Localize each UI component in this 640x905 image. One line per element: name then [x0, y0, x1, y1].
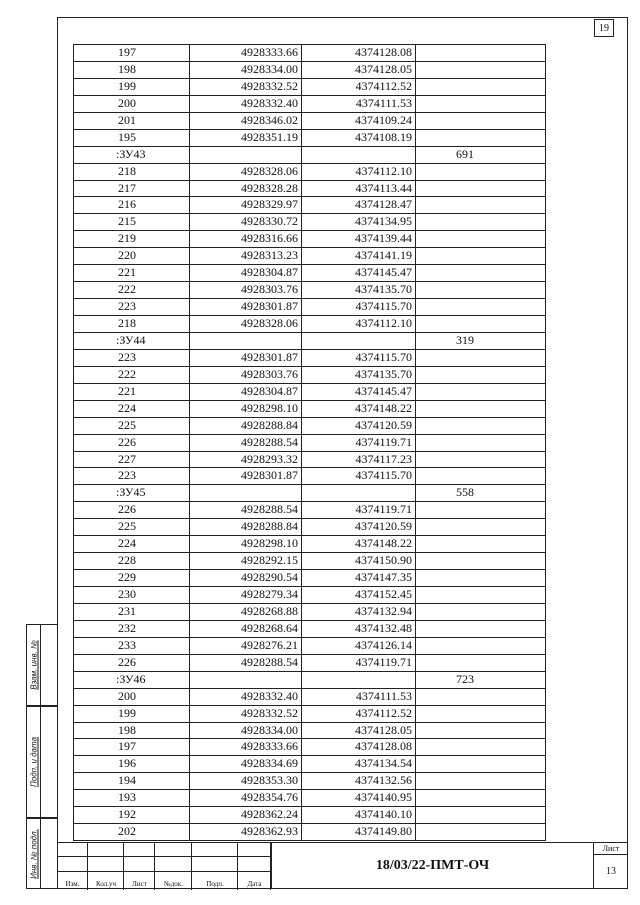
point-number: 202 — [74, 824, 190, 841]
coordinate-x: 4928279.34 — [190, 587, 302, 604]
side-field-inventory — [26, 818, 57, 889]
point-row — [74, 95, 546, 112]
coordinate-y: 4374132.56 — [302, 773, 416, 790]
point-row — [74, 400, 546, 417]
point-row — [74, 129, 546, 146]
empty-cell — [416, 180, 546, 197]
coordinate-y: 4374119.71 — [302, 654, 416, 671]
empty-cell — [416, 807, 546, 824]
coordinate-x: 4928301.87 — [190, 468, 302, 485]
point-number: 198 — [74, 61, 190, 78]
empty-cell — [416, 366, 546, 383]
coordinate-y: 4374115.70 — [302, 349, 416, 366]
empty-cell — [190, 332, 302, 349]
coordinate-x: 4928303.76 — [190, 366, 302, 383]
stamp-header-doc: №док. — [164, 880, 183, 888]
empty-cell — [416, 451, 546, 468]
point-row — [74, 824, 546, 841]
empty-cell — [416, 129, 546, 146]
coordinate-y: 4374119.71 — [302, 502, 416, 519]
stamp-header-sheet: Лист — [132, 880, 147, 888]
empty-cell — [416, 349, 546, 366]
stamp-header-date: Дата — [247, 880, 262, 888]
coordinate-x: 4928298.10 — [190, 536, 302, 553]
coordinate-y: 4374111.53 — [302, 688, 416, 705]
point-number: 225 — [74, 417, 190, 434]
coordinate-x: 4928362.24 — [190, 807, 302, 824]
coordinate-x: 4928334.00 — [190, 61, 302, 78]
coordinate-y: 4374134.54 — [302, 756, 416, 773]
point-number: 220 — [74, 248, 190, 265]
point-number: 226 — [74, 434, 190, 451]
point-row — [74, 299, 546, 316]
point-row — [74, 620, 546, 637]
point-row — [74, 705, 546, 722]
empty-cell — [416, 112, 546, 129]
empty-cell — [190, 671, 302, 688]
point-row — [74, 451, 546, 468]
empty-cell — [416, 95, 546, 112]
point-row — [74, 214, 546, 231]
point-number: 219 — [74, 231, 190, 248]
point-row — [74, 282, 546, 299]
empty-cell — [416, 587, 546, 604]
coordinate-x: 4928329.97 — [190, 197, 302, 214]
point-row — [74, 688, 546, 705]
empty-cell — [416, 773, 546, 790]
point-row — [74, 78, 546, 95]
point-row — [74, 587, 546, 604]
coordinate-y: 4374140.95 — [302, 790, 416, 807]
empty-cell — [416, 824, 546, 841]
point-number: 233 — [74, 637, 190, 654]
parcel-area: 319 — [416, 332, 546, 349]
empty-cell — [416, 705, 546, 722]
coordinate-x: 4928332.52 — [190, 78, 302, 95]
point-number: 223 — [74, 349, 190, 366]
point-number: 192 — [74, 807, 190, 824]
sheet-number: 13 — [606, 866, 616, 877]
coordinate-x: 4928292.15 — [190, 553, 302, 570]
point-row — [74, 45, 546, 62]
document-code: 18/03/22-ПМТ-ОЧ — [271, 842, 594, 889]
coordinate-y: 4374115.70 — [302, 468, 416, 485]
empty-cell — [302, 146, 416, 163]
point-row — [74, 434, 546, 451]
empty-cell — [416, 299, 546, 316]
coordinate-y: 4374112.10 — [302, 163, 416, 180]
empty-cell — [416, 654, 546, 671]
coordinate-y: 4374150.90 — [302, 553, 416, 570]
empty-cell — [416, 536, 546, 553]
point-row — [74, 417, 546, 434]
point-row — [74, 603, 546, 620]
side-field-replacement — [26, 624, 57, 706]
point-row — [74, 739, 546, 756]
coordinate-x: 4928328.06 — [190, 163, 302, 180]
empty-cell — [416, 214, 546, 231]
coordinate-y: 4374112.52 — [302, 705, 416, 722]
point-row — [74, 248, 546, 265]
point-number: 226 — [74, 502, 190, 519]
point-number: 232 — [74, 620, 190, 637]
coordinate-y: 4374128.08 — [302, 739, 416, 756]
coordinate-y: 4374112.52 — [302, 78, 416, 95]
point-number: 225 — [74, 519, 190, 536]
point-number: 223 — [74, 299, 190, 316]
coordinate-y: 4374120.59 — [302, 519, 416, 536]
point-number: 231 — [74, 603, 190, 620]
point-row — [74, 316, 546, 333]
point-row — [74, 654, 546, 671]
coordinate-y: 4374120.59 — [302, 417, 416, 434]
coordinate-y: 4374134.95 — [302, 214, 416, 231]
coordinate-y: 4374149.80 — [302, 824, 416, 841]
sheet-label: Лист — [594, 842, 628, 855]
coordinate-y: 4374141.19 — [302, 248, 416, 265]
empty-cell — [190, 485, 302, 502]
point-number: 197 — [74, 45, 190, 62]
coordinate-x: 4928276.21 — [190, 637, 302, 654]
point-number: 196 — [74, 756, 190, 773]
coordinate-y: 4374111.53 — [302, 95, 416, 112]
point-number: 197 — [74, 739, 190, 756]
empty-cell — [416, 316, 546, 333]
coordinate-x: 4928288.54 — [190, 502, 302, 519]
parcel-area: 723 — [416, 671, 546, 688]
coordinate-y: 4374112.10 — [302, 316, 416, 333]
coordinate-y: 4374108.19 — [302, 129, 416, 146]
point-row — [74, 197, 546, 214]
coordinate-x: 4928334.00 — [190, 722, 302, 739]
point-number: 218 — [74, 163, 190, 180]
coordinate-x: 4928268.64 — [190, 620, 302, 637]
coordinate-x: 4928362.93 — [190, 824, 302, 841]
point-row — [74, 773, 546, 790]
point-number: 221 — [74, 265, 190, 282]
coordinate-y: 4374147.35 — [302, 570, 416, 587]
coordinate-x: 4928288.54 — [190, 434, 302, 451]
stamp-header-change: Изм. — [65, 880, 80, 888]
coordinate-y: 4374113.44 — [302, 180, 416, 197]
parcel-header-row — [74, 332, 546, 349]
point-row — [74, 502, 546, 519]
point-number: 218 — [74, 316, 190, 333]
empty-cell — [416, 519, 546, 536]
coordinate-y: 4374128.47 — [302, 197, 416, 214]
coordinate-y: 4374115.70 — [302, 299, 416, 316]
point-row — [74, 536, 546, 553]
point-row — [74, 163, 546, 180]
parcel-area: 691 — [416, 146, 546, 163]
coordinate-x: 4928293.32 — [190, 451, 302, 468]
empty-cell — [416, 61, 546, 78]
empty-cell — [302, 332, 416, 349]
point-number: 201 — [74, 112, 190, 129]
point-row — [74, 349, 546, 366]
empty-cell — [416, 502, 546, 519]
coordinate-x: 4928288.84 — [190, 519, 302, 536]
coordinate-y: 4374132.48 — [302, 620, 416, 637]
coordinate-x: 4928332.40 — [190, 688, 302, 705]
empty-cell — [416, 739, 546, 756]
point-row — [74, 112, 546, 129]
coordinate-x: 4928354.76 — [190, 790, 302, 807]
empty-cell — [416, 570, 546, 587]
coordinate-y: 4374152.45 — [302, 587, 416, 604]
empty-cell — [416, 400, 546, 417]
point-row — [74, 756, 546, 773]
point-number: 193 — [74, 790, 190, 807]
point-row — [74, 180, 546, 197]
coordinate-y: 4374128.08 — [302, 45, 416, 62]
empty-cell — [416, 553, 546, 570]
coordinate-x: 4928290.54 — [190, 570, 302, 587]
coordinate-x: 4928298.10 — [190, 400, 302, 417]
coordinate-y: 4374140.10 — [302, 807, 416, 824]
coordinate-x: 4928303.76 — [190, 282, 302, 299]
point-row — [74, 637, 546, 654]
empty-cell — [416, 282, 546, 299]
point-number: 200 — [74, 688, 190, 705]
coordinate-x: 4928332.40 — [190, 95, 302, 112]
coordinate-y: 4374119.71 — [302, 434, 416, 451]
point-row — [74, 231, 546, 248]
empty-cell — [416, 468, 546, 485]
point-row — [74, 553, 546, 570]
parcel-header-row — [74, 146, 546, 163]
point-number: 224 — [74, 536, 190, 553]
coordinate-y: 4374148.22 — [302, 400, 416, 417]
stamp-header-count: Кол.уч — [96, 880, 116, 888]
coordinate-x: 4928334.69 — [190, 756, 302, 773]
point-number: 200 — [74, 95, 190, 112]
coordinate-y: 4374128.05 — [302, 61, 416, 78]
empty-cell — [416, 383, 546, 400]
coordinate-y: 4374117.23 — [302, 451, 416, 468]
empty-cell — [416, 620, 546, 637]
empty-cell — [416, 248, 546, 265]
coordinate-x: 4928268.88 — [190, 603, 302, 620]
side-label-signature-date: Подп. и дата — [29, 736, 38, 788]
point-number: 230 — [74, 587, 190, 604]
empty-cell — [416, 790, 546, 807]
point-number: 199 — [74, 705, 190, 722]
point-row — [74, 265, 546, 282]
empty-cell — [416, 163, 546, 180]
parcel-name: :ЗУ43 — [74, 146, 190, 163]
point-number: 217 — [74, 180, 190, 197]
coordinate-y: 4374145.47 — [302, 265, 416, 282]
coordinate-y: 4374148.22 — [302, 536, 416, 553]
point-row — [74, 383, 546, 400]
point-number: 221 — [74, 383, 190, 400]
empty-cell — [416, 417, 546, 434]
coordinate-y: 4374135.70 — [302, 282, 416, 299]
stamp-header-signature: Подп. — [206, 880, 224, 888]
empty-cell — [416, 434, 546, 451]
coordinate-x: 4928346.02 — [190, 112, 302, 129]
coordinate-y: 4374128.05 — [302, 722, 416, 739]
point-number: 229 — [74, 570, 190, 587]
side-field-signature-date — [26, 706, 57, 818]
coordinate-y: 4374126.14 — [302, 637, 416, 654]
point-number: 223 — [74, 468, 190, 485]
point-number: 226 — [74, 654, 190, 671]
empty-cell — [302, 671, 416, 688]
point-row — [74, 61, 546, 78]
coordinate-y: 4374139.44 — [302, 231, 416, 248]
empty-cell — [416, 756, 546, 773]
coordinate-x: 4928330.72 — [190, 214, 302, 231]
coordinate-x: 4928328.28 — [190, 180, 302, 197]
point-number: 194 — [74, 773, 190, 790]
empty-cell — [416, 231, 546, 248]
parcel-header-row — [74, 485, 546, 502]
parcel-header-row — [74, 671, 546, 688]
page-number: 19 — [594, 19, 614, 37]
empty-cell — [416, 722, 546, 739]
point-row — [74, 366, 546, 383]
coordinate-y: 4374135.70 — [302, 366, 416, 383]
point-row — [74, 570, 546, 587]
point-number: 198 — [74, 722, 190, 739]
coordinate-x: 4928288.54 — [190, 654, 302, 671]
coordinate-y: 4374132.94 — [302, 603, 416, 620]
point-row — [74, 722, 546, 739]
coordinate-x: 4928313.23 — [190, 248, 302, 265]
parcel-name: :ЗУ44 — [74, 332, 190, 349]
empty-cell — [302, 485, 416, 502]
point-number: 227 — [74, 451, 190, 468]
coordinate-x: 4928288.84 — [190, 417, 302, 434]
coordinate-x: 4928301.87 — [190, 349, 302, 366]
point-number: 195 — [74, 129, 190, 146]
coordinate-x: 4928351.19 — [190, 129, 302, 146]
point-number: 215 — [74, 214, 190, 231]
empty-cell — [416, 45, 546, 62]
coordinate-x: 4928304.87 — [190, 265, 302, 282]
parcel-name: :ЗУ46 — [74, 671, 190, 688]
coordinate-x: 4928304.87 — [190, 383, 302, 400]
empty-cell — [416, 265, 546, 282]
point-row — [74, 807, 546, 824]
empty-cell — [416, 78, 546, 95]
parcel-area: 558 — [416, 485, 546, 502]
coordinate-y: 4374145.47 — [302, 383, 416, 400]
point-row — [74, 519, 546, 536]
coordinate-x: 4928353.30 — [190, 773, 302, 790]
point-number: 222 — [74, 366, 190, 383]
point-number: 222 — [74, 282, 190, 299]
coordinate-x: 4928328.06 — [190, 316, 302, 333]
empty-cell — [416, 603, 546, 620]
point-row — [74, 790, 546, 807]
coordinate-x: 4928316.66 — [190, 231, 302, 248]
empty-cell — [190, 146, 302, 163]
coordinate-x: 4928301.87 — [190, 299, 302, 316]
side-label-inventory: Инв. № подл. — [29, 828, 38, 879]
point-number: 224 — [74, 400, 190, 417]
point-number: 199 — [74, 78, 190, 95]
coordinate-x: 4928332.52 — [190, 705, 302, 722]
point-row — [74, 468, 546, 485]
point-number: 228 — [74, 553, 190, 570]
coordinate-y: 4374109.24 — [302, 112, 416, 129]
coordinate-x: 4928333.66 — [190, 45, 302, 62]
empty-cell — [416, 637, 546, 654]
parcel-name: :ЗУ45 — [74, 485, 190, 502]
point-number: 216 — [74, 197, 190, 214]
coordinate-x: 4928333.66 — [190, 739, 302, 756]
empty-cell — [416, 688, 546, 705]
coordinates-table — [73, 44, 546, 841]
side-label-replacement: Взам. инв. № — [29, 640, 38, 690]
empty-cell — [416, 197, 546, 214]
